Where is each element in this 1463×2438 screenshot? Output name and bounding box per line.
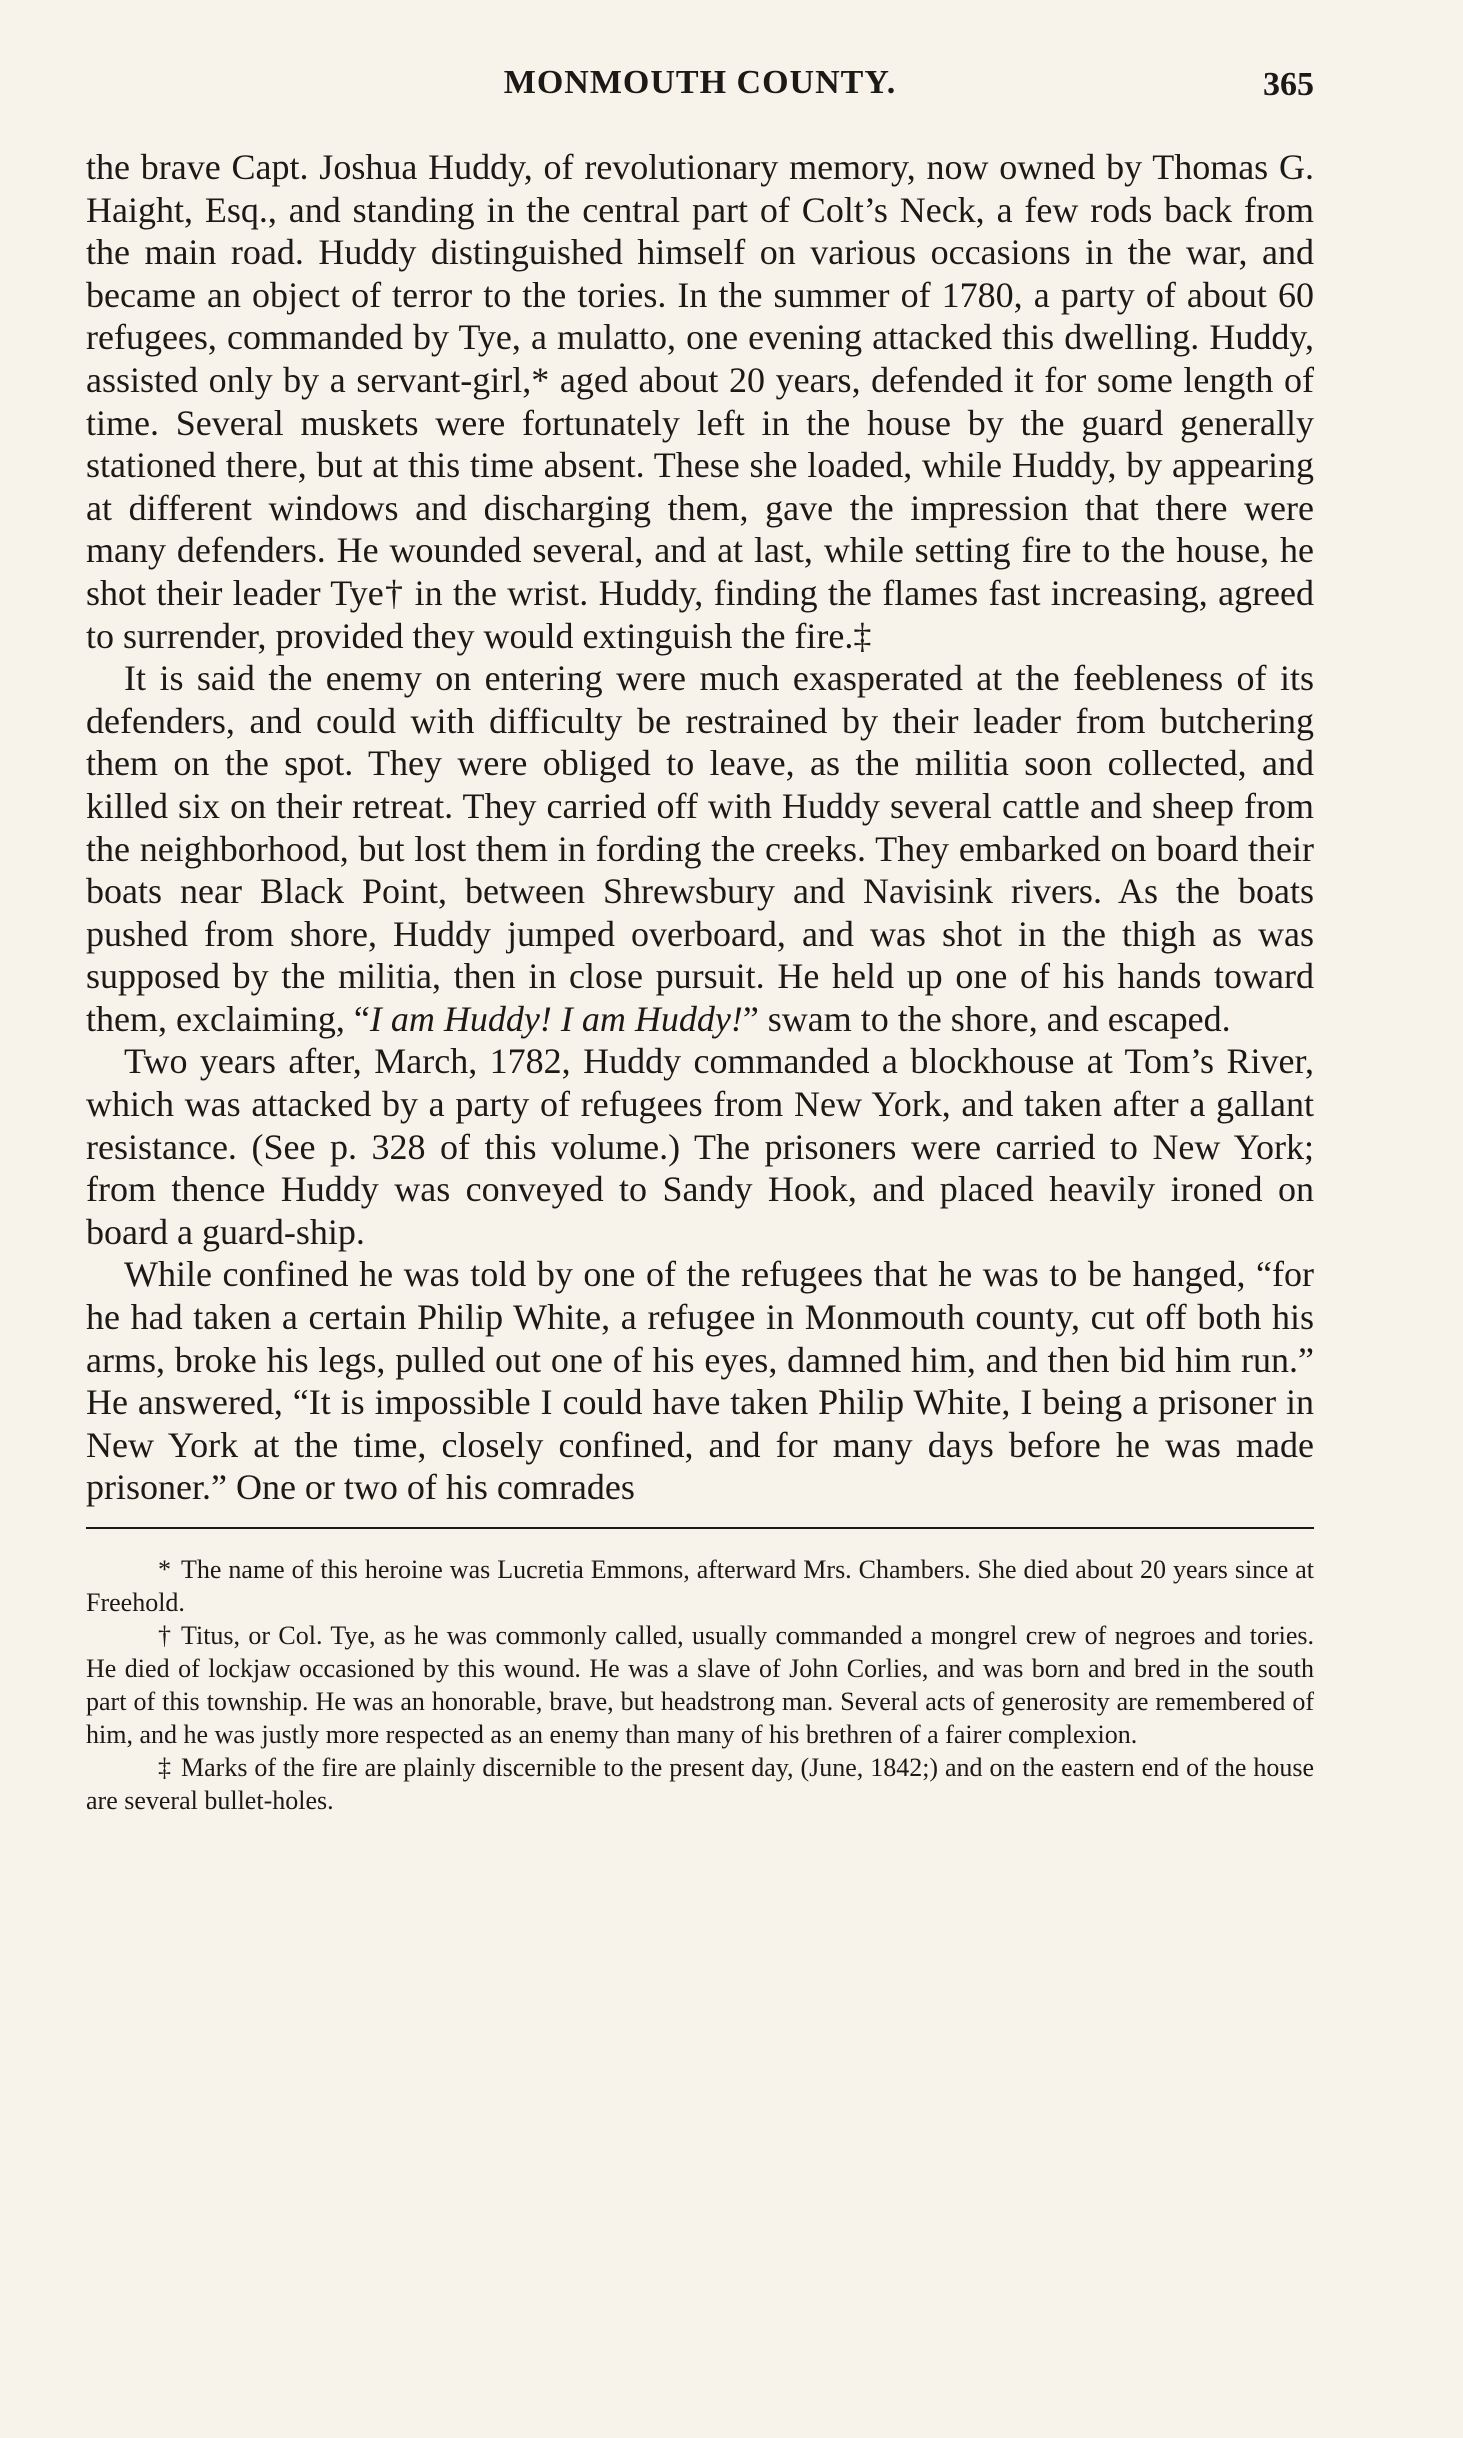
paragraph-1-part-c: in the wrist. Huddy, finding the flames fast increasing, agreed to surrender, provided they would extinguish the fire. bbox=[86, 572, 1314, 656]
footnote-text: The name of this heroine was Lucretia Emmons, afterward Mrs. Chambers. She died about 20 years since at Freehold. bbox=[86, 1555, 1314, 1617]
footnote-ref-star: * bbox=[531, 359, 550, 400]
paragraph-1-part-a: the brave Capt. Joshua Huddy, of revolutionary memory, now owned by Thomas G. Haight, Esq., and standing in the central part of Colt’s Neck, a few rods back from the main road. Huddy distinguished himself on various occasions in the war, and became an object of terror to the tories. In the summer of 1780, a party of about 60 refugees, commanded by Tye, a mulatto, one evening attacked this dwelling. Huddy, assisted only by a servant-girl, bbox=[86, 147, 1314, 400]
paragraph-2-part-a: It is said the enemy on entering were much exasperated at the feebleness of its defenders, and could with difficulty be restrained by their leader from butchering them on the spot. They were obliged to leave, as the militia soon collected, and killed six on their retreat. They carried off with Huddy several cattle and sheep from the neighborhood, but lost them in fording the creeks. They embarked on board their boats near Black Point, between Shrewsbury and Navisink rivers. As the boats pushed from shore, Huddy jumped overboard, and was shot in the thigh as was supposed by the militia, then in close pursuit. He held up one of his hands toward them, exclaiming, “ bbox=[86, 658, 1314, 1039]
footnote-divider bbox=[86, 1527, 1314, 1529]
footnote-mark: † bbox=[158, 1621, 171, 1650]
footnotes bbox=[86, 1553, 1314, 1817]
page-title: MONMOUTH COUNTY. bbox=[503, 64, 897, 101]
page-number: 365 bbox=[1263, 66, 1314, 103]
book-page bbox=[86, 60, 1314, 1817]
footnote-dagger bbox=[86, 1619, 1314, 1751]
footnote-text: Titus, or Col. Tye, as he was commonly called, usually commanded a mongrel crew of negroes and tories. He died of lockjaw occasioned by this wound. He was a slave of John Corlies, and was born and bred in the south part of this township. He was an honorable, brave, but headstrong man. Several acts of generosity are remembered of him, and he was justly more respected as an enemy than many of his brethren of a fairer complexion. bbox=[86, 1621, 1314, 1749]
huddy-exclamation: I am Huddy! I am Huddy! bbox=[369, 998, 743, 1039]
paragraph-3: Two years after, March, 1782, Huddy commanded a blockhouse at Tom’s River, which was attacked by a party of refugees from New York, and taken after a gallant resistance. (See p. 328 of this volume.) The prisoners were carried to New York; from thence Huddy was conveyed to Sandy Hook, and placed heavily ironed on board a guard-ship. bbox=[86, 1041, 1314, 1252]
footnote-star bbox=[86, 1553, 1314, 1619]
footnote-ref-dagger: † bbox=[383, 572, 405, 613]
paragraph-2-part-b: ” swam to the shore, and escaped. bbox=[742, 998, 1231, 1039]
paragraph-4: While confined he was told by one of the refugees that he was to be hanged, “for he had taken a certain Philip White, a refugee in Monmouth county, cut off both his arms, broke his legs, pulled out one of his eyes, damned him, and then bid him run.” He answered, “It is impossible I could have taken Philip White, I being a prisoner in New York at the time, closely confined, and for many days before he was made prisoner.” One or two of his comrades bbox=[86, 1254, 1314, 1508]
footnote-text: Marks of the fire are plainly discernible to the present day, (June, 1842;) and on the eastern end of the house are several bullet-holes. bbox=[86, 1753, 1314, 1815]
footnote-ref-double-dagger: ‡ bbox=[853, 615, 872, 656]
footnote-mark: ‡ bbox=[158, 1753, 171, 1782]
footnote-double-dagger bbox=[86, 1751, 1314, 1817]
paragraph-1-part-b: aged about 20 years, defended it for some length of time. Several muskets were fortunately left in the house by the guard generally stationed there, but at this time absent. These she loaded, while Huddy, by appearing at different windows and discharging them, gave the impression that there were many defenders. He wounded several, and at last, while setting fire to the house, he shot their leader Tye bbox=[86, 359, 1314, 613]
body-text bbox=[86, 146, 1314, 1509]
paragraph-1 bbox=[86, 146, 1314, 657]
paragraph-2 bbox=[86, 657, 1314, 1040]
footnote-mark: * bbox=[158, 1555, 171, 1584]
running-head bbox=[86, 60, 1314, 120]
